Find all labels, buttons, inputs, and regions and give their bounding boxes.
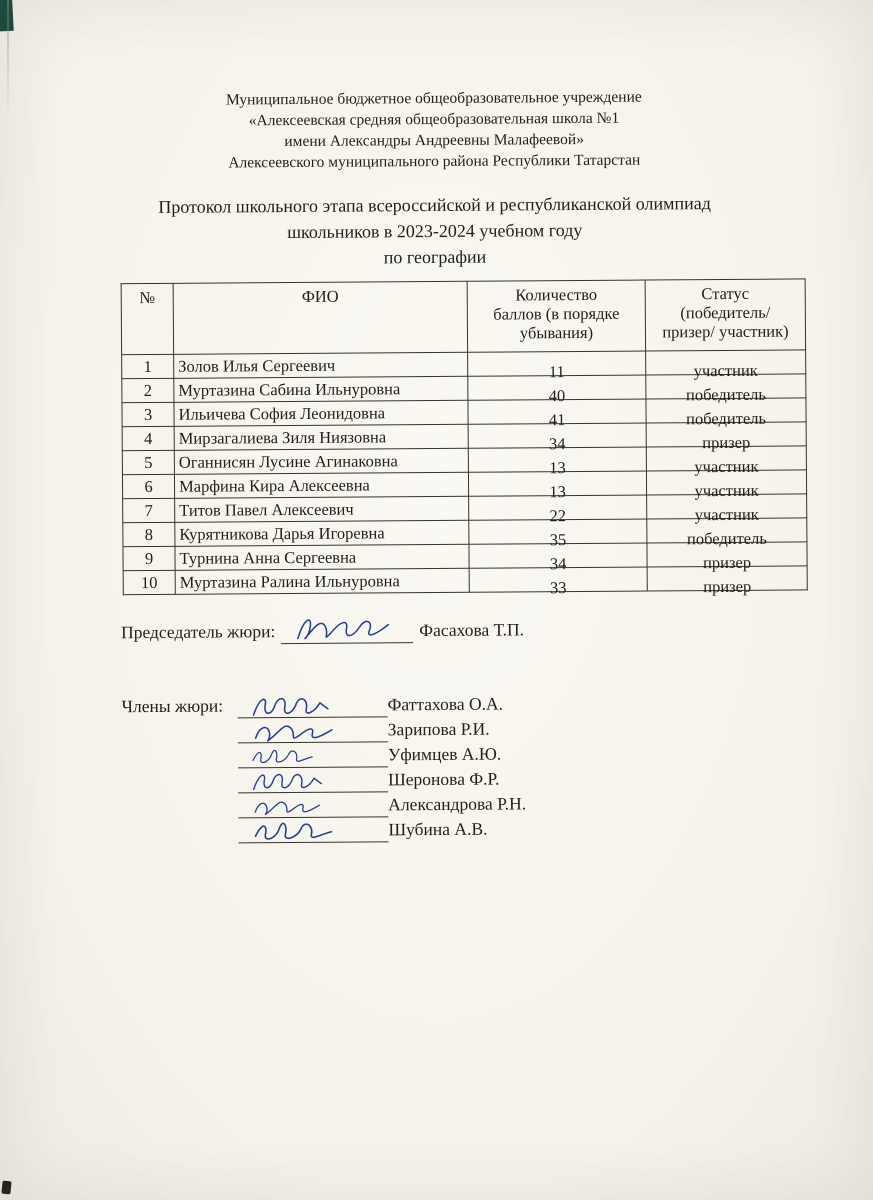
score-value: 34	[549, 553, 567, 573]
cell-name: Марфина Кира Алексеевна	[174, 472, 468, 498]
protocol-title	[0, 189, 872, 273]
cell-name: Курятникова Дарья Игоревна	[175, 520, 469, 546]
score-value: 11	[548, 361, 565, 381]
members-label: Члены жюри:	[121, 695, 224, 717]
header-cell-status: Статус (победитель/ призер/ участник)	[645, 279, 805, 351]
signature-line	[238, 742, 388, 768]
org-line: имени Александры Андреевны Малафеевой»	[284, 130, 584, 151]
member-name: Фаттахова О.А.	[387, 693, 504, 715]
organization-header	[0, 85, 871, 175]
cell-name: Мирзагалиева Зиля Ниязовна	[174, 424, 468, 450]
status-value: участник	[694, 504, 759, 524]
table-row	[122, 350, 806, 379]
signature-line	[238, 767, 388, 793]
chair-label: Председатель жюри:	[120, 621, 276, 643]
cell-num: 9	[123, 546, 175, 570]
org-line: «Алексеевская средняя общеобразовательная школа №1	[248, 109, 620, 130]
status-value: победитель	[686, 528, 767, 548]
cell-num: 5	[122, 450, 174, 474]
cell-num: 10	[123, 570, 175, 594]
member-name: Зарипова Р.И.	[387, 718, 490, 740]
cell-num: 2	[122, 378, 174, 402]
score-value: 13	[549, 457, 566, 477]
signature-line	[238, 717, 388, 743]
cell-num: 7	[123, 498, 175, 522]
signature-icon	[250, 816, 342, 849]
chair-name: Фасахова Т.П.	[419, 619, 525, 641]
cell-name: Ильичева София Леонидовна	[174, 400, 468, 426]
member-signature-row	[238, 791, 526, 818]
title-line: Протокол школьного этапа всероссийской и республиканской олимпиад	[158, 193, 711, 217]
title-line: школьников в 2023-2024 учебном году	[287, 219, 583, 243]
cell-num: 8	[123, 522, 175, 546]
score-value: 34	[548, 433, 566, 453]
signature-line	[281, 620, 413, 644]
cell-name: Титов Павел Алексеевич	[175, 496, 469, 522]
status-value: призер	[702, 432, 751, 452]
table-header-row	[121, 279, 805, 355]
member-signature-row	[238, 816, 526, 843]
chair-signature-block	[121, 619, 524, 645]
member-name: Александрова Р.Н.	[388, 793, 527, 815]
status-value: победитель	[685, 384, 766, 404]
header-cell-name: ФИО	[173, 281, 467, 354]
cell-num: 1	[122, 354, 174, 378]
score-value: 13	[549, 481, 566, 501]
members-signature-block	[121, 691, 526, 844]
status-value: победитель	[686, 408, 767, 428]
member-signature-row	[237, 691, 525, 718]
status-value: участник	[694, 480, 759, 500]
cell-num: 3	[122, 402, 174, 426]
cell-name: Турнина Анна Сергеевна	[175, 544, 469, 570]
cell-name: Муртазина Ралина Ильнуровна	[175, 568, 469, 594]
member-signature-row	[238, 766, 526, 793]
status-value: участник	[694, 456, 759, 476]
member-name: Шеронова Ф.Р.	[388, 768, 500, 790]
signature-line	[237, 692, 387, 718]
header-cell-num: №	[121, 283, 173, 354]
member-signature-row	[238, 716, 526, 743]
status-value: призер	[703, 576, 752, 596]
score-value: 40	[548, 385, 566, 405]
score-value: 33	[549, 577, 567, 597]
signature-line	[238, 817, 388, 843]
cell-name: Муртазина Сабина Ильнуровна	[174, 376, 468, 402]
cell-score	[468, 351, 646, 381]
score-value: 35	[549, 529, 567, 549]
header-cell-score: Количество баллов (в порядке убывания)	[467, 280, 645, 352]
title-line: по географии	[383, 246, 487, 268]
status-value: призер	[702, 552, 752, 572]
score-value: 41	[548, 409, 566, 429]
member-name: Уфимцев А.Ю.	[387, 743, 502, 765]
cell-name: Золов Илья Сергеевич	[174, 352, 468, 378]
score-value: 22	[549, 505, 567, 525]
cell-num: 4	[122, 426, 174, 450]
org-line: Алексеевского муниципального района Республики Татарстан	[228, 151, 641, 172]
cell-name: Оганнисян Лусине Агинаковна	[174, 448, 468, 474]
signature-icon	[293, 608, 398, 649]
member-lines	[237, 691, 526, 843]
status-value: участник	[693, 360, 758, 380]
results-table	[121, 278, 808, 595]
cell-num: 6	[122, 474, 174, 498]
org-line: Муниципальное бюджетное общеобразовательное учреждение	[225, 88, 642, 109]
signature-line	[238, 792, 388, 818]
cell-status	[646, 350, 806, 380]
member-name: Шубина А.В.	[388, 818, 488, 840]
member-signature-row	[238, 741, 526, 768]
